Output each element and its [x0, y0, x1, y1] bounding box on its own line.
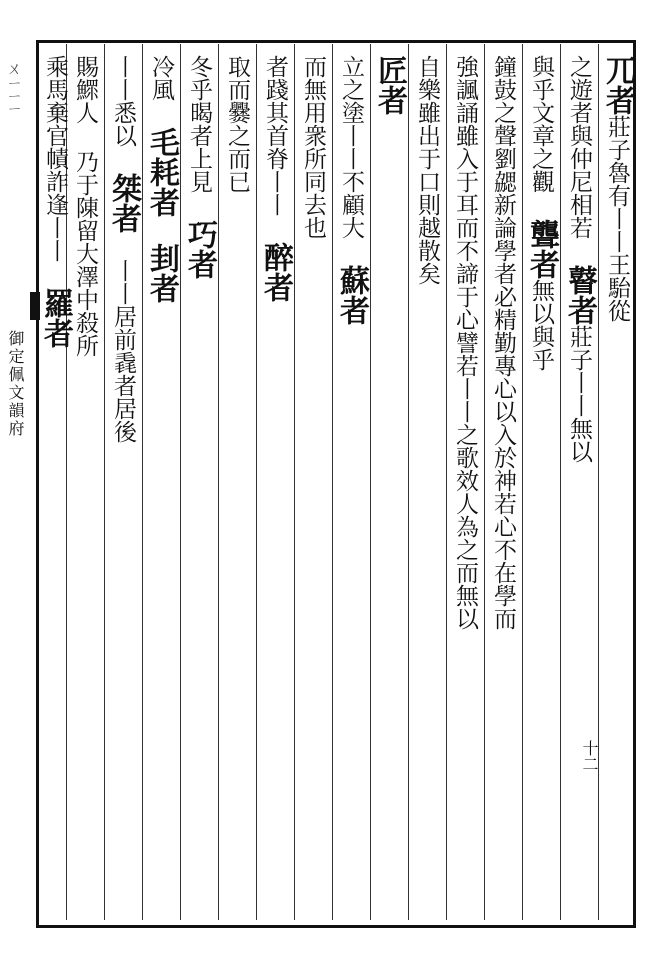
text-column: [334, 55, 368, 915]
entry-text: 莊子魯有丨丨王駘從: [604, 115, 630, 322]
entry-text: 乘馬棄官幘詐逢丨丨: [42, 55, 68, 262]
column-rule: [294, 44, 295, 920]
entry-head: 羅者: [38, 288, 73, 348]
book-title: 御定佩文韻府: [6, 330, 25, 438]
entry-text: 與乎文章之觀: [528, 55, 554, 193]
entry-head: 聾者: [524, 219, 559, 279]
column-rule: [522, 44, 523, 920]
page-number: 十二: [580, 740, 599, 772]
text-column: [68, 55, 102, 915]
column-rule: [408, 44, 409, 920]
text-column: [486, 55, 520, 915]
text-column: [372, 55, 406, 915]
entry-text: 之遊者與仲尼相若: [566, 55, 592, 239]
text-column: [600, 55, 634, 915]
column-rule: [560, 44, 561, 920]
entry-text: 冷風: [148, 55, 174, 101]
entry-head: 刲者: [144, 243, 179, 303]
column-rule: [104, 44, 105, 920]
column-rule: [446, 44, 447, 920]
entry-head: 巧者: [182, 219, 217, 279]
entry-head: 桀者: [106, 173, 141, 233]
text-column: [448, 55, 482, 915]
entry-text: 者踐其首脊丨丨: [262, 55, 288, 216]
text-column: [38, 55, 72, 915]
entry-text: 無以與乎: [528, 279, 554, 371]
column-rule: [484, 44, 485, 920]
entry-text: 立之塗丨丨不顧大: [338, 55, 364, 239]
entry-text: 莊子丨丨無以: [566, 325, 592, 463]
entry-head: 瞽者: [562, 265, 597, 325]
entry-text: 丨丨悉以: [110, 55, 136, 147]
text-column: [106, 55, 140, 915]
entry-head: 毛耗者: [144, 127, 179, 217]
entry-head: 兀者: [600, 55, 635, 115]
text-column: [524, 55, 558, 915]
entry-text: 冬乎暍者上見: [186, 55, 212, 193]
entry-head: 匠者: [372, 55, 407, 115]
page-gutter: [0, 0, 36, 963]
text-column: [410, 55, 444, 915]
text-column: [144, 55, 178, 915]
entry-text: 鐘鼓之聲劉勰新論學者必精勤專心以入於神若心不在學而: [490, 55, 516, 630]
entry-text: 乃于陳留大澤中殺所: [72, 150, 98, 357]
text-column: [258, 55, 292, 915]
column-rule: [332, 44, 333, 920]
entry-text: 而無用衆所同去也: [300, 55, 326, 239]
column-rule: [370, 44, 371, 920]
column-rule: [598, 44, 599, 920]
text-column: [296, 55, 330, 915]
column-rule: [218, 44, 219, 920]
entry-text: 自樂雖出于口則越散矣: [414, 55, 440, 285]
entry-text: 賜鰥人: [72, 55, 98, 124]
edge-marks: ㄨㄧㄧㄧ: [4, 60, 23, 115]
text-column: [182, 55, 216, 915]
column-rule: [180, 44, 181, 920]
text-column: [220, 55, 254, 915]
column-rule: [142, 44, 143, 920]
entry-text: 取而爨之而已: [224, 55, 250, 193]
text-column: [562, 55, 596, 915]
entry-text: 丨丨居前毳者居後: [110, 259, 136, 443]
entry-text: 強諷誦雖入于耳而不諦于心譬若丨丨之歌效人為之而無以: [452, 55, 478, 630]
entry-head: 蘇者: [334, 265, 369, 325]
entry-head: 醉者: [258, 242, 293, 302]
column-rule: [256, 44, 257, 920]
